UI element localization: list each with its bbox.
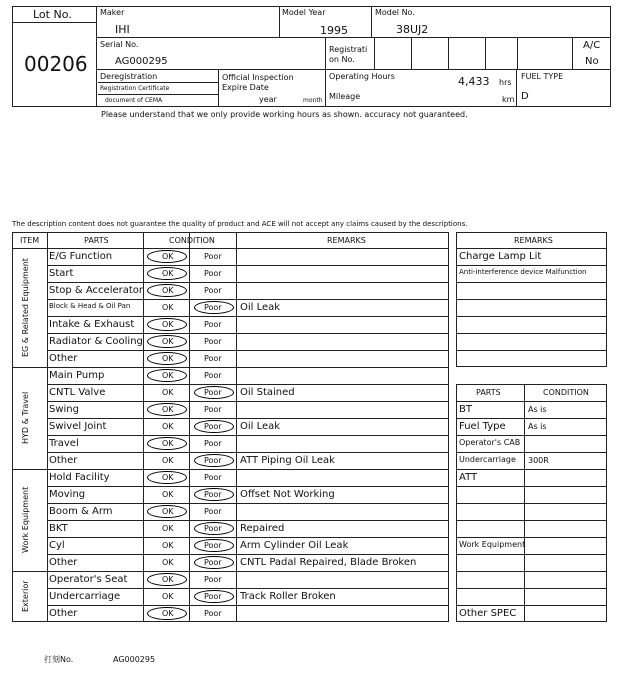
part-name: Undercarriage [49,591,121,602]
ok-selected-circle [147,352,187,365]
poor-selected-circle [194,590,234,603]
ac-label: A/C [583,40,601,51]
right-remarks-row-divider [456,333,607,334]
ok-option[interactable]: OK [162,286,174,295]
row-divider [47,435,449,436]
lot-no-label-cell [12,6,97,23]
right-parts-row-divider [456,486,607,487]
right-remarks-row-divider [456,282,607,283]
ok-selected-circle [147,573,187,586]
row-divider [47,401,449,402]
ok-option[interactable]: OK [162,371,174,380]
remark-text: Oil Leak [240,421,281,432]
part-name: Moving [49,489,86,500]
model-year-cell [279,6,372,38]
right-remarks-row-divider [456,265,607,266]
ok-selected-circle [147,284,187,297]
right-parts-row-divider [456,469,607,470]
part-name: Radiator & Cooling [49,336,143,347]
ok-option[interactable]: OK [162,490,174,499]
right-parts-row-divider [456,537,607,538]
poor-selected-circle [194,386,234,399]
poor-option[interactable]: Poor [204,592,222,601]
right-condition-header: CONDITION [543,388,589,397]
column-divider [236,232,237,622]
condition-header: CONDITION [169,236,215,245]
right-parts-row-divider [456,435,607,436]
ok-selected-circle [147,437,187,450]
lot-no-value: 00206 [24,52,88,76]
row-divider [47,486,449,487]
group-label: HYD & Travel [21,391,30,445]
part-name: Cyl [49,540,65,551]
inspection-label: Official Inspection Expire Date [222,73,294,92]
row-divider [47,265,449,266]
operating-hours-cell [325,69,517,107]
right-parts-row-divider [456,520,607,521]
ok-option[interactable]: OK [162,252,174,261]
lot-no-cell [12,22,97,107]
year-label: year [259,95,277,104]
poor-option[interactable]: Poor [204,541,222,550]
row-divider [47,503,449,504]
row-divider [47,316,449,317]
ok-option[interactable]: OK [162,524,174,533]
ok-option[interactable]: OK [162,592,174,601]
right-parts-header: PARTS [476,388,501,397]
right-part-condition: As is [528,405,547,414]
deregistration-divider-2 [98,94,218,95]
poor-option[interactable]: Poor [204,354,222,363]
poor-selected-circle [194,539,234,552]
part-name: CNTL Valve [49,387,106,398]
column-divider [143,232,144,622]
ok-option[interactable]: OK [162,439,174,448]
remark-text: Oil Leak [240,302,281,313]
registration-label: Registrati on No. [329,45,368,64]
right-part-name: Operator's CAB [459,438,521,447]
ok-option[interactable]: OK [162,507,174,516]
hours-note: Please understand that we only provide working hours as shown. accuracy not guaranteed. [101,110,468,119]
poor-option[interactable]: Poor [204,388,222,397]
poor-option[interactable]: Poor [204,371,222,380]
fuel-type-value: D [521,91,529,102]
registration-certificate-label: Registration Certificate [100,85,170,92]
column-divider [189,232,190,622]
poor-option[interactable]: Poor [204,422,222,431]
poor-option[interactable]: Poor [204,456,222,465]
part-name: Swing [49,404,79,415]
ok-option[interactable]: OK [162,320,174,329]
right-remarks-row-divider [456,350,607,351]
poor-selected-circle [194,556,234,569]
registration-box-5 [517,37,573,70]
part-name: Swivel Joint [49,421,107,432]
part-name: Other [49,353,78,364]
fuel-type-label: FUEL TYPE [521,72,564,81]
ok-selected-circle [147,250,187,263]
registration-box-2 [411,37,449,70]
ok-option[interactable]: OK [162,473,174,482]
part-name: Stop & Accelerator [49,285,144,296]
part-name: Block & Head & Oil Pan [49,302,131,310]
poor-option[interactable]: Poor [204,286,222,295]
right-remarks-header: REMARKS [514,236,553,245]
item-header: ITEM [20,236,40,245]
serial-no-label: Serial No. [100,40,139,49]
inspection-cell [218,69,326,107]
poor-selected-circle [194,454,234,467]
column-divider [47,232,48,622]
remark-text: Repaired [240,523,285,534]
remark-text: Offset Not Working [240,489,335,500]
remark-text: Track Roller Broken [240,591,336,602]
ok-selected-circle [147,335,187,348]
right-part-name: BT [459,404,472,415]
row-divider [47,554,449,555]
right-part-name: Fuel Type [459,421,506,432]
poor-option[interactable]: Poor [204,473,222,482]
poor-selected-circle [194,301,234,314]
row-divider [47,452,449,453]
right-part-name: ATT [459,472,478,483]
poor-selected-circle [194,488,234,501]
poor-option[interactable]: Poor [204,490,222,499]
ac-cell [572,37,611,70]
serial-no-value: AG000295 [115,56,168,67]
ok-selected-circle [147,267,187,280]
fuel-type-cell [516,69,611,107]
registration-box-1 [374,37,412,70]
row-divider [47,605,449,606]
right-parts-row-divider [456,452,607,453]
ok-option[interactable]: OK [162,558,174,567]
row-divider [47,418,449,419]
group-label: Work Equipment [21,486,30,554]
row-divider [47,333,449,334]
remark-text: Oil Stained [240,387,295,398]
ac-value: No [585,56,599,67]
deregistration-label: Deregistration [100,72,158,81]
poor-selected-circle [194,420,234,433]
part-name: Travel [49,438,79,449]
lot-no-label: Lot No. [33,8,72,21]
mileage-label: Mileage [329,92,361,101]
km-label: km [502,95,515,104]
ok-option[interactable]: OK [162,541,174,550]
poor-option[interactable]: Poor [204,337,222,346]
group-divider [12,469,449,470]
serial-no-cell [96,37,326,70]
ok-selected-circle [147,471,187,484]
hrs-label: hrs [499,78,512,87]
model-no-cell [371,6,611,38]
model-no-value: 38UJ2 [396,23,429,36]
ok-option[interactable]: OK [162,575,174,584]
group-divider [12,367,449,368]
maker-label: Maker [100,8,125,17]
ok-option[interactable]: OK [162,388,174,397]
poor-option[interactable]: Poor [204,439,222,448]
ok-option[interactable]: OK [162,456,174,465]
part-name: Hold Facility [49,472,110,483]
right-remarks-row-divider [456,248,607,249]
poor-option[interactable]: Poor [204,269,222,278]
part-name: Other [49,557,78,568]
ok-selected-circle [147,318,187,331]
right-part-condition: 300R [528,456,549,465]
part-name: E/G Function [49,251,113,262]
model-year-label: Model Year [282,8,326,17]
right-remark-line: Anti-interference device Malfunction [459,268,587,276]
row-divider [47,537,449,538]
registration-cell [325,37,375,70]
right-parts-row-divider [456,605,607,606]
cema-label: document of CEMA [105,97,163,104]
right-part-name: Other SPEC [459,608,517,619]
month-label: month [303,97,323,104]
group-divider [12,571,449,572]
disclaimer: The description content does not guarantee the quality of product and ACE will not accept any claims caused by the descriptions. [12,220,468,228]
poor-option[interactable]: Poor [204,558,222,567]
ok-option[interactable]: OK [162,337,174,346]
row-divider [47,588,449,589]
ok-selected-circle [147,505,187,518]
deregistration-cell [96,69,219,107]
remark-text: Arm Cylinder Oil Leak [240,540,349,551]
operating-hours-value: 4,433 [458,75,490,88]
ok-option[interactable]: OK [162,609,174,618]
right-remark-line: Charge Lamp Lit [459,251,542,262]
poor-option[interactable]: Poor [204,524,222,533]
poor-option[interactable]: Poor [204,252,222,261]
poor-option[interactable]: Poor [204,320,222,329]
part-name: Main Pump [49,370,105,381]
stamp-no-label: 打刻No. [44,655,74,664]
right-remarks-row-divider [456,316,607,317]
ok-selected-circle [147,369,187,382]
remark-text: ATT Piping Oil Leak [240,455,335,466]
ok-option[interactable]: OK [162,354,174,363]
poor-selected-circle [194,522,234,535]
group-label: Exterior [21,580,30,613]
model-year-value: 1995 [320,24,348,37]
right-part-condition: As is [528,422,547,431]
registration-box-3 [448,37,486,70]
table-header-divider [12,248,449,249]
ok-option[interactable]: OK [162,303,174,312]
right-parts-row-divider [456,418,607,419]
remarks-header: REMARKS [327,236,366,245]
poor-option[interactable]: Poor [204,575,222,584]
operating-hours-label: Operating Hours [329,72,395,81]
ok-option[interactable]: OK [162,269,174,278]
row-divider [47,350,449,351]
remark-text: CNTL Padal Repaired, Blade Broken [240,557,417,568]
maker-cell [96,6,280,38]
right-parts-row-divider [456,554,607,555]
ok-option[interactable]: OK [162,405,174,414]
poor-option[interactable]: Poor [204,507,222,516]
ok-selected-circle [147,403,187,416]
poor-option[interactable]: Poor [204,609,222,618]
part-name: BKT [49,523,68,534]
right-part-name: Undercarriage [459,455,516,464]
poor-option[interactable]: Poor [204,303,222,312]
ok-selected-circle [147,607,187,620]
poor-option[interactable]: Poor [204,405,222,414]
part-name: Boom & Arm [49,506,113,517]
part-name: Intake & Exhaust [49,319,135,330]
ok-option[interactable]: OK [162,422,174,431]
part-name: Other [49,608,78,619]
part-name: Other [49,455,78,466]
group-label: EG & Related Equipment [21,258,30,357]
part-name: Start [49,268,74,279]
right-part-name: Work Equipment [459,540,526,549]
deregistration-divider-1 [98,82,218,83]
row-divider [47,299,449,300]
right-remarks-row-divider [456,299,607,300]
parts-header: PARTS [84,236,109,245]
registration-box-4 [485,37,518,70]
part-name: Operator's Seat [49,574,128,585]
stamp-no-value: AG000295 [113,655,156,664]
model-no-label: Model No. [375,8,415,17]
right-parts-row-divider [456,401,607,402]
right-parts-row-divider [456,503,607,504]
maker-value: IHI [115,23,130,36]
right-parts-row-divider [456,588,607,589]
row-divider [47,282,449,283]
right-parts-row-divider [456,571,607,572]
row-divider [47,384,449,385]
row-divider [47,520,449,521]
